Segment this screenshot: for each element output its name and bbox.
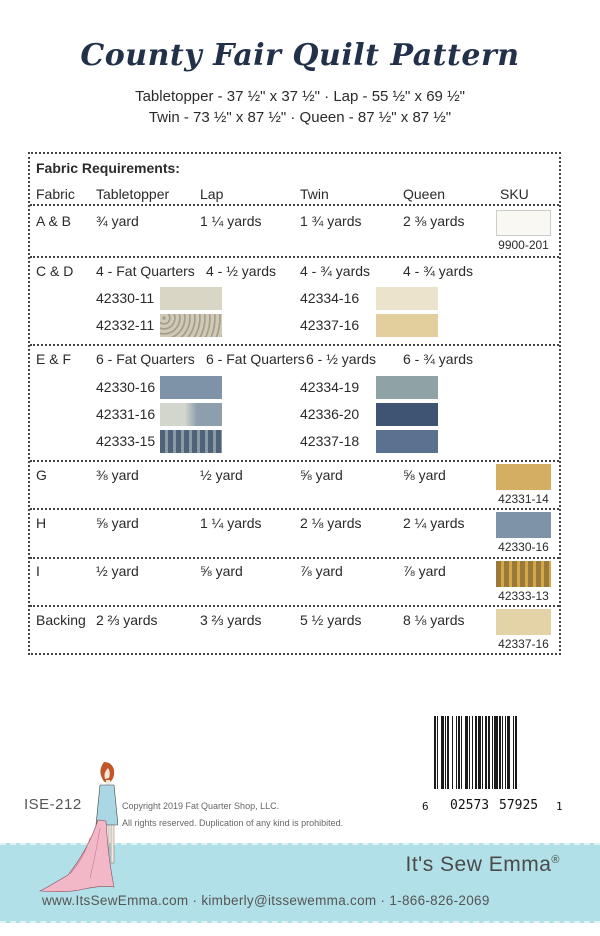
sizes-line-2: Twin - 73 ½" x 87 ½" · Queen - 87 ½" x 87 ½": [148, 109, 452, 126]
row-cd-tabletopper: 4 - Fat Quarters: [96, 263, 195, 279]
row-cd-queen: 4 - ¾ yards: [403, 263, 474, 279]
row-ef-fabric: E & F: [36, 351, 72, 367]
swatch-42337-16: [376, 314, 438, 337]
row-g-tabletopper: ⅜ yard: [96, 467, 139, 483]
swatch-42333-15: [160, 430, 222, 453]
row-g-lap: ½ yard: [200, 467, 243, 483]
sku-label: 9900-201: [498, 238, 549, 252]
swatch-42337-18: [376, 430, 438, 453]
sku-label: 42330-16: [498, 540, 549, 554]
col-header-lap: Lap: [200, 186, 224, 202]
row-backing-queen: 8 ⅛ yards: [403, 612, 465, 628]
swatch-42334-19: [376, 376, 438, 399]
sku-label: 42332-11: [96, 317, 155, 333]
row-ef-lap: 6 - Fat Quarters: [206, 351, 305, 367]
brand-text: It's Sew Emma: [405, 853, 552, 876]
barcode-digit-last: 1: [556, 800, 563, 813]
row-cd-twin: 4 - ¾ yards: [300, 263, 371, 279]
rights-line: All rights reserved. Duplication of any kind is prohibited.: [122, 818, 344, 828]
swatch-42332-11: [160, 314, 222, 337]
pattern-code: ISE-212: [24, 796, 82, 813]
row-cd-fabric: C & D: [36, 263, 74, 279]
sku-label: 42330-11: [96, 290, 155, 306]
row-i-fabric: I: [36, 563, 40, 579]
swatch-42331-14: [496, 464, 551, 490]
row-divider: [30, 344, 559, 346]
registered-mark: ®: [551, 854, 560, 866]
row-i-tabletopper: ½ yard: [96, 563, 139, 579]
col-header-sku: SKU: [500, 186, 529, 202]
sku-label: 42336-20: [300, 406, 360, 422]
row-backing-lap: 3 ⅔ yards: [200, 612, 262, 628]
row-ab-lap: 1 ¼ yards: [200, 213, 262, 229]
barcode-digits-right: 57925: [499, 798, 539, 813]
sku-label: 42337-16: [300, 317, 360, 333]
swatch-42334-16: [376, 287, 438, 310]
row-backing-fabric: Backing: [36, 612, 86, 628]
sku-label: 42330-16: [96, 379, 156, 395]
sku-label: 42334-16: [300, 290, 360, 306]
row-ab-fabric: A & B: [36, 213, 72, 229]
row-ef-twin: 6 - ½ yards: [306, 351, 377, 367]
pattern-title: County Fair Quilt Pattern: [80, 38, 520, 73]
fabric-requirements-table: [28, 152, 561, 655]
sku-label: 42331-16: [96, 406, 156, 422]
row-divider: [30, 460, 559, 462]
row-divider: [30, 557, 559, 559]
row-divider: [30, 256, 559, 258]
barcode-image: [434, 716, 550, 789]
row-i-queen: ⅞ yard: [403, 563, 446, 579]
table-heading: Fabric Requirements:: [36, 160, 180, 176]
sku-label: 42337-16: [498, 637, 549, 651]
sku-label: 42334-19: [300, 379, 360, 395]
barcode-digit-first: 6: [422, 800, 429, 813]
swatch-42330-11: [160, 287, 222, 310]
row-i-twin: ⅞ yard: [300, 563, 343, 579]
contact-line: www.ItsSewEmma.com · kimberly@itssewemma.com · 1-866-826-2069: [42, 893, 490, 908]
row-divider: [30, 204, 559, 206]
swatch-42333-13: [496, 561, 551, 587]
sku-label: 42337-18: [300, 433, 360, 449]
row-h-fabric: H: [36, 515, 47, 531]
copyright-line: Copyright 2019 Fat Quarter Shop, LLC.: [122, 801, 280, 811]
row-backing-tabletopper: 2 ⅔ yards: [96, 612, 158, 628]
row-divider: [30, 605, 559, 607]
row-divider: [30, 508, 559, 510]
swatch-9900-201: [496, 210, 551, 236]
row-cd-lap: 4 - ½ yards: [206, 263, 277, 279]
col-header-fabric: Fabric: [36, 186, 75, 202]
row-h-tabletopper: ⅝ yard: [96, 515, 139, 531]
row-h-lap: 1 ¼ yards: [200, 515, 262, 531]
sku-label: 42333-15: [96, 433, 156, 449]
swatch-42336-20: [376, 403, 438, 426]
row-g-fabric: G: [36, 467, 47, 483]
swatch-42330-16: [160, 376, 222, 399]
row-ef-queen: 6 - ¾ yards: [403, 351, 474, 367]
swatch-42330-16: [496, 512, 551, 538]
col-header-tabletopper: Tabletopper: [96, 186, 170, 202]
col-header-queen: Queen: [403, 186, 446, 202]
row-h-twin: 2 ⅛ yards: [300, 515, 362, 531]
sku-label: 42333-13: [498, 589, 549, 603]
brand-name: [406, 853, 560, 877]
swatch-42337-16: [496, 609, 551, 635]
row-ab-twin: 1 ¾ yards: [300, 213, 362, 229]
sku-label: 42331-14: [498, 492, 549, 506]
row-ab-queen: 2 ⅜ yards: [403, 213, 465, 229]
row-i-lap: ⅝ yard: [200, 563, 243, 579]
col-header-twin: Twin: [300, 186, 329, 202]
row-ef-tabletopper: 6 - Fat Quarters: [96, 351, 195, 367]
row-backing-twin: 5 ½ yards: [300, 612, 362, 628]
swatch-42331-16: [160, 403, 222, 426]
row-g-queen: ⅝ yard: [403, 467, 446, 483]
row-h-queen: 2 ¼ yards: [403, 515, 465, 531]
girl-illustration-icon: [38, 758, 118, 898]
sizes-line-1: Tabletopper - 37 ½" x 37 ½" · Lap - 55 ½" x 69 ½": [135, 88, 465, 105]
row-ab-tabletopper: ¾ yard: [96, 213, 139, 229]
barcode-digits-left: 02573: [450, 798, 490, 813]
row-g-twin: ⅝ yard: [300, 467, 343, 483]
